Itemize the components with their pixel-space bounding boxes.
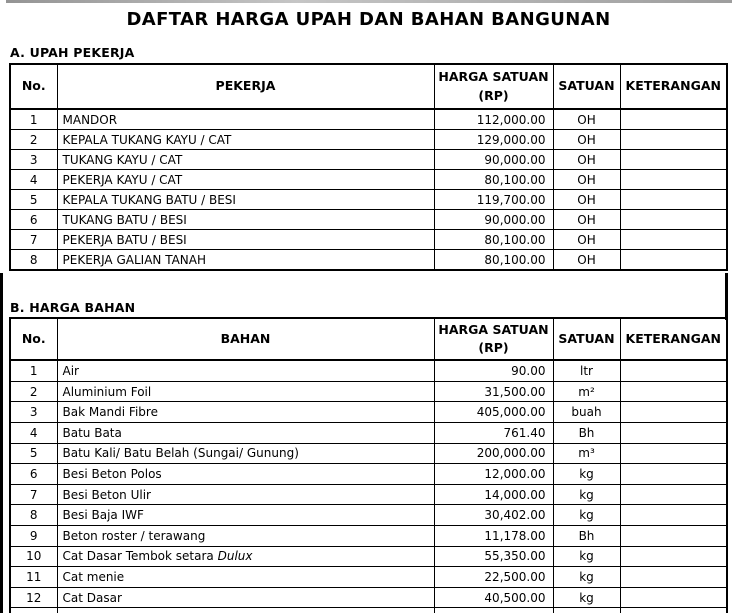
unit-cell: Bh [553, 526, 620, 547]
price-cell: 761.40 [434, 423, 553, 444]
item-name-cell: Besi Beton Ulir [57, 484, 434, 505]
note-cell [620, 567, 727, 588]
column-header-keterangan: KETERANGAN [620, 64, 727, 109]
price-cell: 22,500.00 [434, 567, 553, 588]
unit-cell [553, 608, 620, 613]
table-header-row [10, 318, 727, 360]
price-cell: 30,402.00 [434, 505, 553, 526]
table-row [10, 360, 727, 381]
note-cell [620, 150, 727, 170]
note-cell [620, 443, 727, 464]
row-number-cell: 7 [10, 230, 57, 250]
note-cell [620, 484, 727, 505]
column-header-keterangan: KETERANGAN [620, 318, 727, 360]
document-title: DAFTAR HARGA UPAH DAN BAHAN BANGUNAN [126, 9, 611, 30]
price-cell: 80,100.00 [434, 170, 553, 190]
price-cell: 31,500.00 [434, 381, 553, 402]
unit-cell: m² [553, 381, 620, 402]
column-header-satuan: SATUAN [553, 64, 620, 109]
note-cell [620, 423, 727, 444]
note-cell [620, 546, 727, 567]
page-edge-line-right [725, 273, 728, 320]
row-number-cell: 7 [10, 484, 57, 505]
table-row [10, 381, 727, 402]
column-header-bahan: BAHAN [57, 318, 434, 360]
note-cell [620, 505, 727, 526]
row-number-cell: 10 [10, 546, 57, 567]
column-header-pekerja: PEKERJA [57, 64, 434, 109]
row-number-cell: 5 [10, 190, 57, 210]
row-number-cell: 4 [10, 423, 57, 444]
price-cell: 55,350.00 [434, 546, 553, 567]
harga-bahan-rows [10, 360, 727, 613]
price-cell [434, 608, 553, 613]
table-row [10, 170, 727, 190]
price-cell: 119,700.00 [434, 190, 553, 210]
unit-cell: kg [553, 505, 620, 526]
row-number-cell: 2 [10, 381, 57, 402]
table-row [10, 423, 727, 444]
note-cell [620, 360, 727, 381]
section-a-heading: A. UPAH PEKERJA [10, 45, 135, 60]
column-header-harga-satuan [434, 64, 553, 109]
item-name-cell: TUKANG BATU / BESI [57, 210, 434, 230]
note-cell [620, 608, 727, 613]
unit-cell: buah [553, 402, 620, 423]
scan-artifact-band [6, 0, 732, 3]
row-number-cell: 8 [10, 250, 57, 271]
note-cell [620, 130, 727, 150]
unit-cell: kg [553, 587, 620, 608]
price-cell: 112,000.00 [434, 109, 553, 130]
column-header-satuan: SATUAN [553, 318, 620, 360]
unit-cell: OH [553, 210, 620, 230]
price-cell: 14,000.00 [434, 484, 553, 505]
unit-cell: OH [553, 150, 620, 170]
item-name-cell: PEKERJA BATU / BESI [57, 230, 434, 250]
note-cell [620, 464, 727, 485]
rp-label: (RP) [478, 87, 509, 103]
row-number-cell: 11 [10, 567, 57, 588]
unit-cell: Bh [553, 423, 620, 444]
row-number-cell: 12 [10, 587, 57, 608]
price-cell: 11,178.00 [434, 526, 553, 547]
row-number-cell: 2 [10, 130, 57, 150]
unit-cell: OH [553, 190, 620, 210]
table-row [10, 505, 727, 526]
row-number-cell: 3 [10, 402, 57, 423]
section-b-heading: B. HARGA BAHAN [10, 300, 136, 315]
price-cell: 80,100.00 [434, 230, 553, 250]
unit-cell: OH [553, 250, 620, 271]
item-name-cell: KEPALA TUKANG KAYU / CAT [57, 130, 434, 150]
price-cell: 405,000.00 [434, 402, 553, 423]
rp-label: (RP) [478, 340, 509, 356]
price-cell: 90.00 [434, 360, 553, 381]
note-cell [620, 190, 727, 210]
note-cell [620, 230, 727, 250]
note-cell [620, 210, 727, 230]
column-header-harga-satuan [434, 318, 553, 360]
unit-cell: OH [553, 230, 620, 250]
unit-cell: ltr [553, 360, 620, 381]
item-name-cell [57, 608, 434, 613]
item-name-cell: Batu Bata [57, 423, 434, 444]
table-header-row [10, 64, 727, 109]
unit-cell: OH [553, 170, 620, 190]
table-row [10, 130, 727, 150]
table-row [10, 484, 727, 505]
note-cell [620, 170, 727, 190]
table-row [10, 402, 727, 423]
harga-satuan-label: HARGA SATUAN [438, 69, 549, 85]
note-cell [620, 381, 727, 402]
harga-satuan-label: HARGA SATUAN [438, 322, 549, 337]
unit-cell: OH [553, 109, 620, 130]
item-name-cell: Besi Baja IWF [57, 505, 434, 526]
item-name-cell: Cat Dasar [57, 587, 434, 608]
item-name-cell: Air [57, 360, 434, 381]
table-row [10, 464, 727, 485]
item-name-cell: PEKERJA GALIAN TANAH [57, 250, 434, 271]
unit-cell: OH [553, 130, 620, 150]
item-name-cell: Aluminium Foil [57, 381, 434, 402]
table-row [10, 109, 727, 130]
row-number-cell: 9 [10, 526, 57, 547]
price-cell: 90,000.00 [434, 150, 553, 170]
row-number-cell: 1 [10, 360, 57, 381]
row-number-cell: 1 [10, 109, 57, 130]
table-row [10, 190, 727, 210]
table-row [10, 587, 727, 608]
table-row [10, 250, 727, 271]
item-name-cell: KEPALA TUKANG BATU / BESI [57, 190, 434, 210]
upah-pekerja-rows [10, 109, 727, 270]
table-row [10, 210, 727, 230]
row-number-cell: 4 [10, 170, 57, 190]
unit-cell: kg [553, 546, 620, 567]
column-header-no: No. [10, 318, 57, 360]
item-name-cell: TUKANG KAYU / CAT [57, 150, 434, 170]
row-number-cell: 5 [10, 443, 57, 464]
item-name-cell: Cat Dasar Tembok setara Dulux [57, 546, 434, 567]
table-row [10, 526, 727, 547]
price-cell: 12,000.00 [434, 464, 553, 485]
note-cell [620, 402, 727, 423]
table-row [10, 546, 727, 567]
unit-cell: kg [553, 567, 620, 588]
item-name-cell: PEKERJA KAYU / CAT [57, 170, 434, 190]
page-edge-line-left [0, 273, 3, 613]
table-row [10, 150, 727, 170]
price-cell: 40,500.00 [434, 587, 553, 608]
harga-bahan-table [9, 317, 728, 613]
price-cell: 129,000.00 [434, 130, 553, 150]
upah-pekerja-table [9, 63, 728, 271]
price-cell: 200,000.00 [434, 443, 553, 464]
row-number-cell [10, 608, 57, 613]
unit-cell: m³ [553, 443, 620, 464]
unit-cell: kg [553, 464, 620, 485]
row-number-cell: 3 [10, 150, 57, 170]
item-name-cell: Bak Mandi Fibre [57, 402, 434, 423]
row-number-cell: 6 [10, 464, 57, 485]
item-name-cell: Besi Beton Polos [57, 464, 434, 485]
note-cell [620, 526, 727, 547]
price-cell: 80,100.00 [434, 250, 553, 271]
note-cell [620, 587, 727, 608]
item-name-cell: MANDOR [57, 109, 434, 130]
price-cell: 90,000.00 [434, 210, 553, 230]
note-cell [620, 109, 727, 130]
table-row [10, 567, 727, 588]
row-number-cell: 6 [10, 210, 57, 230]
unit-cell: kg [553, 484, 620, 505]
row-number-cell: 8 [10, 505, 57, 526]
table-row [10, 608, 727, 613]
item-name-cell: Cat menie [57, 567, 434, 588]
item-name-italic: Dulux [217, 549, 253, 564]
item-name-cell: Batu Kali/ Batu Belah (Sungai/ Gunung) [57, 443, 434, 464]
column-header-no: No. [10, 64, 57, 109]
item-name-cell: Beton roster / terawang [57, 526, 434, 547]
table-row [10, 443, 727, 464]
table-row [10, 230, 727, 250]
note-cell [620, 250, 727, 271]
